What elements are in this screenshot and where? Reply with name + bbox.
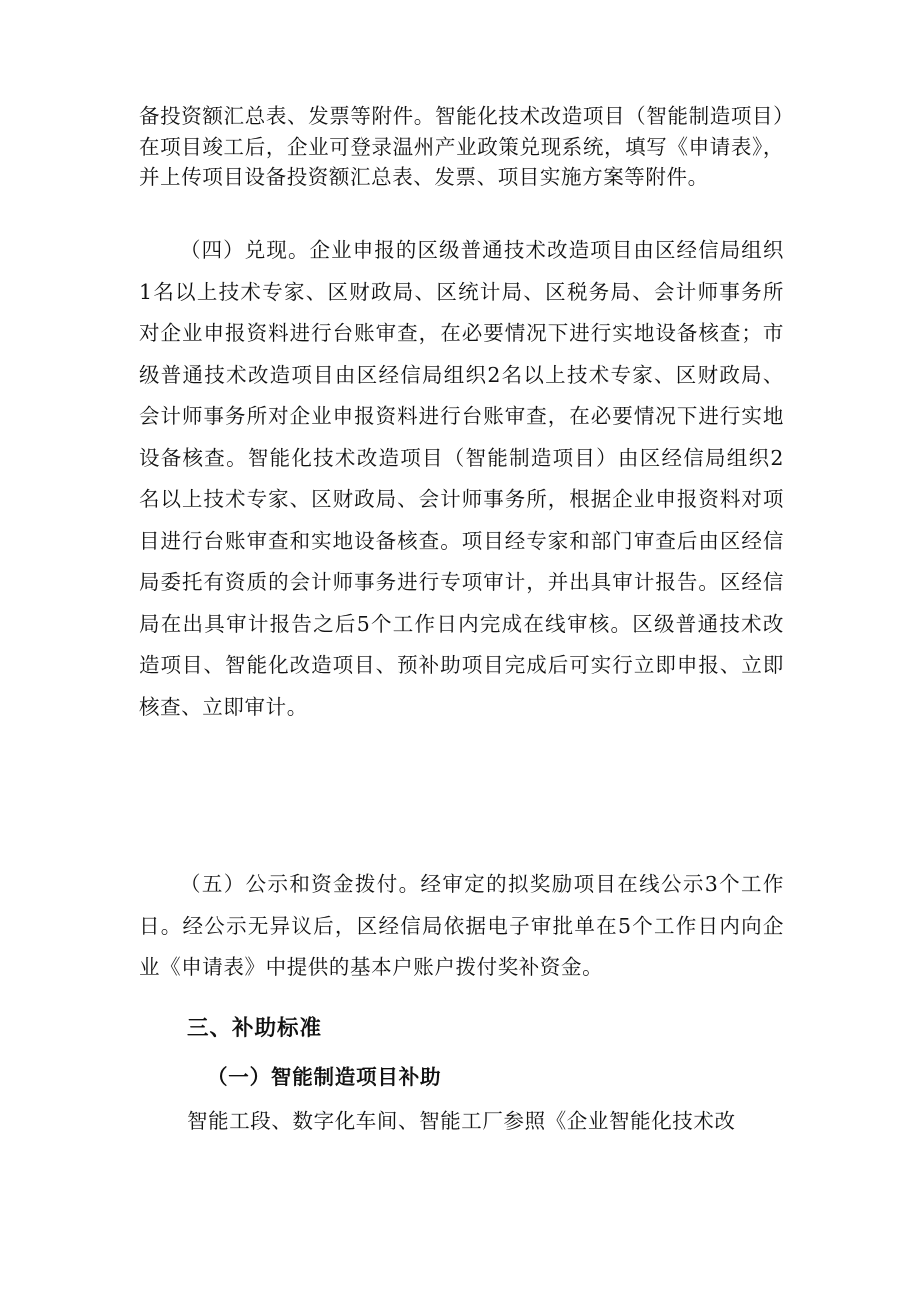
paragraph-attachments: 备投资额汇总表、发票等附件。智能化技术改造项目（智能制造项目）在项目竣工后，企业可登录温州产业政策兑现系统，填写《申请表》，并上传项目设备投资额汇总表、发票、项目实施方案等附件。 bbox=[139, 104, 784, 189]
subsection-heading: （一）智能制造项目补助 bbox=[207, 1065, 442, 1089]
paragraph-redemption: （四）兑现。企业申报的区级普通技术改造项目由区经信局组织1名以上技术专家、区财政局、区统计局、区税务局、会计师事务所对企业申报资料进行台账审查，在必要情况下进行实地设备核查；市级普通技术改造项目由区经信局组织2名以上技术专家、区财政局、会计师事务所对企业申报资料进行台账审查，在必要情况下进行实地设备核查。智能化技术改造项目（智能制造项目）由区经信局组织2名以上技术专家、区财政局、会计师事务所，根据企业申报资料对项目进行台账审查和实地设备核查。项目经专家和部门审查后由区经信局委托有资质的会计师事务进行专项审计，并出具审计报告。区经信局在出具审计报告之后5个工作日内完成在线审核。区级普通技术改造项目、智能化改造项目、预补助项目完成后可实行立即申报、立即核查、立即审计。 bbox=[139, 238, 784, 719]
paragraph-publicity-funding: （五）公示和资金拨付。经审定的拟奖励项目在线公示3个工作日。经公示无异议后，区经信局依据电子审批单在5个工作日内向企业《申请表》中提供的基本户账户拨付奖补资金。 bbox=[139, 872, 784, 979]
section-heading: 三、补助标准 bbox=[187, 1016, 323, 1041]
paragraph-smart-factory: 智能工段、数字化车间、智能工厂参照《企业智能化技术改 bbox=[187, 1109, 736, 1133]
